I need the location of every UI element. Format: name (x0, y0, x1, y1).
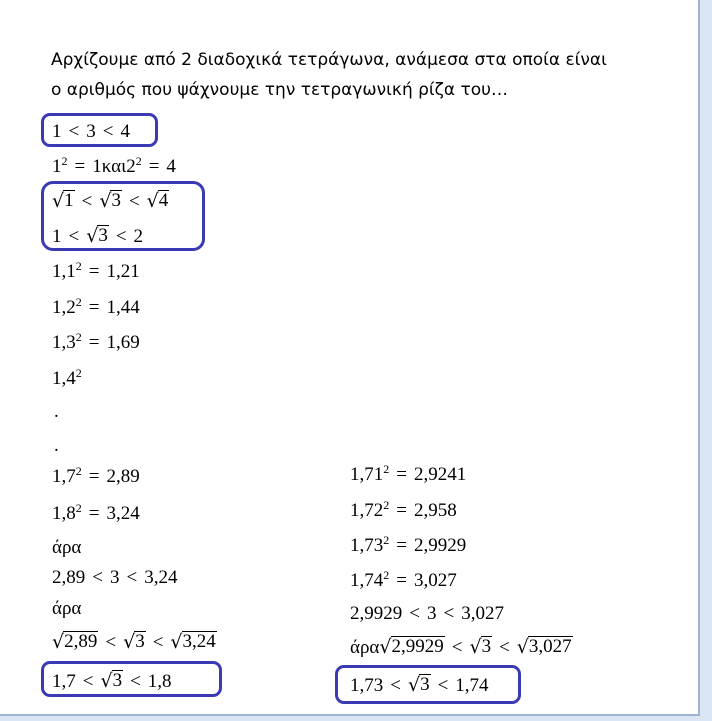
lt-sign: < (102, 121, 114, 142)
term: 2,89 (106, 466, 140, 487)
term: 1,4 (52, 368, 76, 389)
term: 1,8 (52, 503, 76, 524)
exponent: 2 (75, 295, 82, 309)
term: 2,9929 (350, 603, 403, 624)
therefore-text: άρα (52, 537, 82, 558)
term: 3 (426, 603, 437, 624)
lt-sign: < (68, 121, 80, 142)
term: 2,9241 (413, 464, 467, 485)
squares-line (52, 155, 176, 179)
square-1-3 (52, 331, 140, 355)
term: 2,9929 (413, 535, 467, 556)
eq-sign: = (88, 332, 100, 353)
term: 3 (135, 631, 145, 652)
term: 1 (64, 190, 74, 211)
inequality-2-89 (52, 566, 177, 590)
sqrt-icon: √ (407, 674, 421, 696)
term: 3 (109, 567, 120, 588)
term: 3 (481, 636, 492, 657)
inequality-2-9929 (350, 602, 504, 626)
sqrt (469, 636, 492, 657)
exponent: 2 (75, 366, 82, 380)
term: 3,24 (106, 503, 140, 524)
term: 1και2 (92, 156, 136, 177)
highlight-box (41, 661, 222, 697)
eq-sign: = (88, 297, 100, 318)
square-1-7 (52, 465, 140, 489)
intro-line-2: ο αριθμός που ψάχνουμε την τετραγωνική ρίζα του… (51, 80, 508, 100)
square-1-2 (52, 296, 140, 320)
term: 1,7 (52, 671, 76, 692)
term: 1,73 (350, 675, 384, 696)
sqrt-icon: √ (516, 636, 529, 658)
term: 2 (133, 226, 144, 247)
term: 3 (420, 674, 430, 695)
term: 3,027 (461, 603, 504, 624)
sqrt-icon: √ (99, 190, 112, 212)
sqrt-icon: √ (146, 190, 159, 212)
lt-sign: < (126, 567, 138, 588)
term: 2,89 (64, 631, 98, 652)
term: 1,3 (52, 332, 76, 353)
therefore-text: άρα (52, 598, 82, 619)
lt-sign: < (81, 191, 93, 212)
ellipsis-dot: . (54, 401, 59, 422)
term: 1,2 (52, 297, 76, 318)
term: 1,73 (350, 535, 384, 556)
eq-sign: = (88, 466, 100, 487)
lt-sign: < (128, 191, 140, 212)
square-1-72 (350, 499, 457, 523)
term: 3 (98, 225, 108, 246)
term: 1,72 (350, 500, 384, 521)
exponent: 2 (383, 462, 390, 476)
lt-sign: < (499, 637, 510, 658)
sqrt-icon: √ (379, 636, 392, 658)
sqrt (170, 631, 216, 652)
highlight-box (41, 113, 158, 147)
term: 4 (166, 156, 176, 177)
term: 1,21 (106, 261, 140, 282)
square-1-74 (350, 569, 457, 593)
exponent: 2 (61, 154, 68, 168)
term: 1,71 (350, 464, 384, 485)
sqrt-icon: √ (52, 190, 65, 212)
exponent: 2 (135, 154, 142, 168)
eq-sign: = (396, 464, 407, 485)
term: 1,74 (350, 570, 384, 591)
eq-sign: = (396, 500, 407, 521)
term: 1 (52, 226, 62, 247)
lt-sign: < (82, 671, 94, 692)
term: 1,44 (106, 297, 140, 318)
sqrt-inequality-3 (52, 631, 217, 655)
lt-sign: < (152, 632, 164, 653)
eq-sign: = (396, 535, 407, 556)
eq-sign: = (396, 570, 407, 591)
term: 1,74 (455, 675, 489, 696)
lt-sign: < (115, 226, 127, 247)
sqrt-icon: √ (170, 631, 183, 653)
lt-sign: < (92, 567, 103, 588)
lt-sign: < (409, 603, 420, 624)
sqrt-icon: √ (123, 631, 136, 653)
exponent: 2 (75, 330, 82, 344)
exponent: 2 (75, 259, 82, 273)
lt-sign: < (68, 226, 80, 247)
sqrt-icon: √ (86, 225, 99, 247)
sqrt (379, 636, 444, 657)
eq-sign: = (74, 156, 86, 177)
highlight-box (335, 665, 521, 704)
term: 1,1 (52, 261, 76, 282)
term: 3 (111, 190, 121, 211)
sqrt-icon: √ (469, 636, 482, 658)
term: 1 (52, 121, 62, 142)
sqrt (123, 631, 146, 652)
square-1-71 (350, 463, 466, 487)
term: 1,7 (52, 466, 76, 487)
ellipsis-dot: . (54, 435, 59, 456)
term: 1,8 (147, 671, 172, 692)
term: 2,9929 (391, 636, 444, 657)
term: 1,69 (106, 332, 140, 353)
highlight-box (41, 181, 205, 251)
exponent: 2 (383, 568, 390, 582)
term: 3 (112, 670, 123, 691)
term: 3,027 (413, 570, 457, 591)
sqrt-inequality-4 (350, 636, 573, 660)
square-1-4 (52, 367, 82, 391)
term: 4 (120, 121, 130, 142)
lt-sign: < (105, 632, 117, 653)
exponent: 2 (75, 501, 82, 515)
exponent: 2 (383, 533, 390, 547)
lt-sign: < (130, 671, 141, 692)
eq-sign: = (88, 261, 100, 282)
square-1-73 (350, 534, 466, 558)
term: 3 (86, 121, 96, 142)
term: 4 (158, 190, 169, 211)
intro-line-1: Αρχίζουμε από 2 διαδοχικά τετράγωνα, ανάμεσα στα οποία είναι (51, 50, 607, 70)
intro-text (51, 45, 701, 105)
lt-sign: < (437, 675, 449, 696)
term: 2,89 (52, 567, 86, 588)
term: 3,24 (182, 631, 216, 652)
term: 2,958 (413, 500, 457, 521)
eq-sign: = (88, 503, 100, 524)
lt-sign: < (390, 675, 401, 696)
square-1-8 (52, 502, 140, 526)
term: 3,027 (528, 636, 572, 657)
square-1-1 (52, 260, 140, 284)
sqrt (52, 631, 98, 652)
lt-sign: < (451, 637, 463, 658)
exponent: 2 (75, 464, 82, 478)
sqrt-icon: √ (52, 631, 65, 653)
exponent: 2 (383, 498, 390, 512)
eq-sign: = (148, 156, 160, 177)
sqrt-icon: √ (100, 670, 113, 692)
therefore-text: άρα (350, 637, 380, 658)
term: 1 (52, 156, 62, 177)
term: 3,24 (144, 567, 178, 588)
sqrt (517, 636, 573, 657)
lt-sign: < (443, 603, 455, 624)
